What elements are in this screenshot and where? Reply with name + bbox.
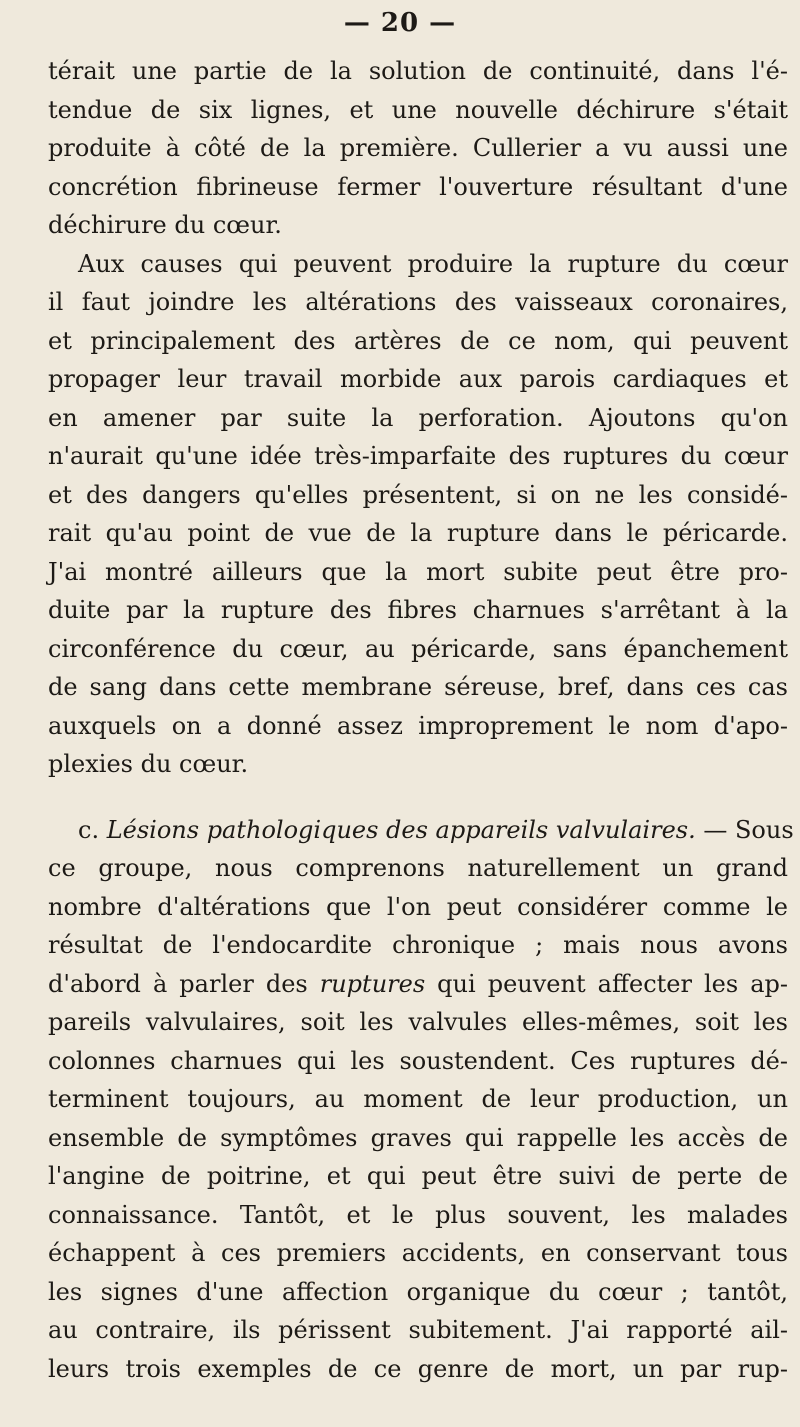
text-line: et principalement des artères de ce nom, qui peuvent [48,326,788,355]
text-line: concrétion fibrineuse fermer l'ouverture résultant d'une [48,172,788,201]
text-line: l'angine de poitrine, et qui peut être suivi de perte de [48,1162,788,1190]
emphasis-ruptures: ruptures [319,969,426,998]
text-line: pareils valvulaires, soit les valvules elles-mêmes, soit les [48,1008,788,1036]
text-line: Aux causes qui peuvent produire la rupture du cœur [78,249,788,278]
text-line: déchirure du cœur. [48,211,282,239]
section-letter: c. [78,815,107,844]
text-line: térait une partie de la solution de continuité, dans l'é- [48,57,788,85]
text-line: ce groupe, nous comprenons naturellement un grand [48,854,788,882]
text-line: colonnes charnues qui les soustendent. Ces ruptures dé- [48,1046,788,1075]
text-line: résultat de l'endocardite chronique ; mais nous avons [48,931,788,959]
text-line: leurs trois exemples de ce genre de mort, un par rup- [48,1354,788,1383]
text-line: il faut joindre les altérations des vaisseaux coronaires, [48,288,788,316]
text-line: n'aurait qu'une idée très-imparfaite des ruptures du cœur [48,442,788,470]
text-line: auxquels on a donné assez improprement le nom d'apo- [48,711,788,740]
text-line: en amener par suite la perforation. Ajoutons qu'on [48,403,788,432]
text-line: tendue de six lignes, et une nouvelle déchirure s'était [48,95,788,124]
text-line: échappent à ces premiers accidents, en conservant tous [48,1239,788,1267]
body-text [48,52,794,1388]
text-line: J'ai montré ailleurs que la mort subite peut être pro- [48,557,788,586]
section-heading: Lésions pathologiques des appareils valvulaires. [106,815,696,844]
text-line: plexies du cœur. [48,750,249,778]
text-line: ensemble de symptômes graves qui rappelle les accès de [48,1123,788,1152]
text-line: propager leur travail morbide aux parois cardiaques et [48,365,788,393]
section-gap [48,784,788,811]
text-line [48,965,788,1004]
text-span: qui peuvent affecter les ap- [425,969,788,998]
text-line: nombre d'altérations que l'on peut considérer comme le [48,892,788,921]
text-line: au contraire, ils périssent subitement. J'ai rapporté ail- [48,1316,788,1344]
text-span: d'abord à parler des [48,969,320,998]
section-heading-rest: — Sous [703,815,794,844]
section-heading-line [48,811,794,850]
text-line: les signes d'une affection organique du cœur ; tantôt, [48,1277,788,1306]
text-line: de sang dans cette membrane séreuse, bref, dans ces cas [48,673,788,701]
text-line: circonférence du cœur, au péricarde, sans épanchement [48,634,788,663]
text-line: rait qu'au point de vue de la rupture dans le péricarde. [48,519,788,547]
page-number: — 20 — [343,8,457,38]
text-line: duite par la rupture des fibres charnues s'arrêtant à la [48,596,788,624]
text-line: terminent toujours, au moment de leur production, un [48,1085,788,1113]
text-line: produite à côté de la première. Cullerier a vu aussi une [48,134,788,162]
text-line: et des dangers qu'elles présentent, si on ne les considé- [48,480,788,509]
text-line: connaissance. Tantôt, et le plus souvent, les malades [48,1200,788,1229]
